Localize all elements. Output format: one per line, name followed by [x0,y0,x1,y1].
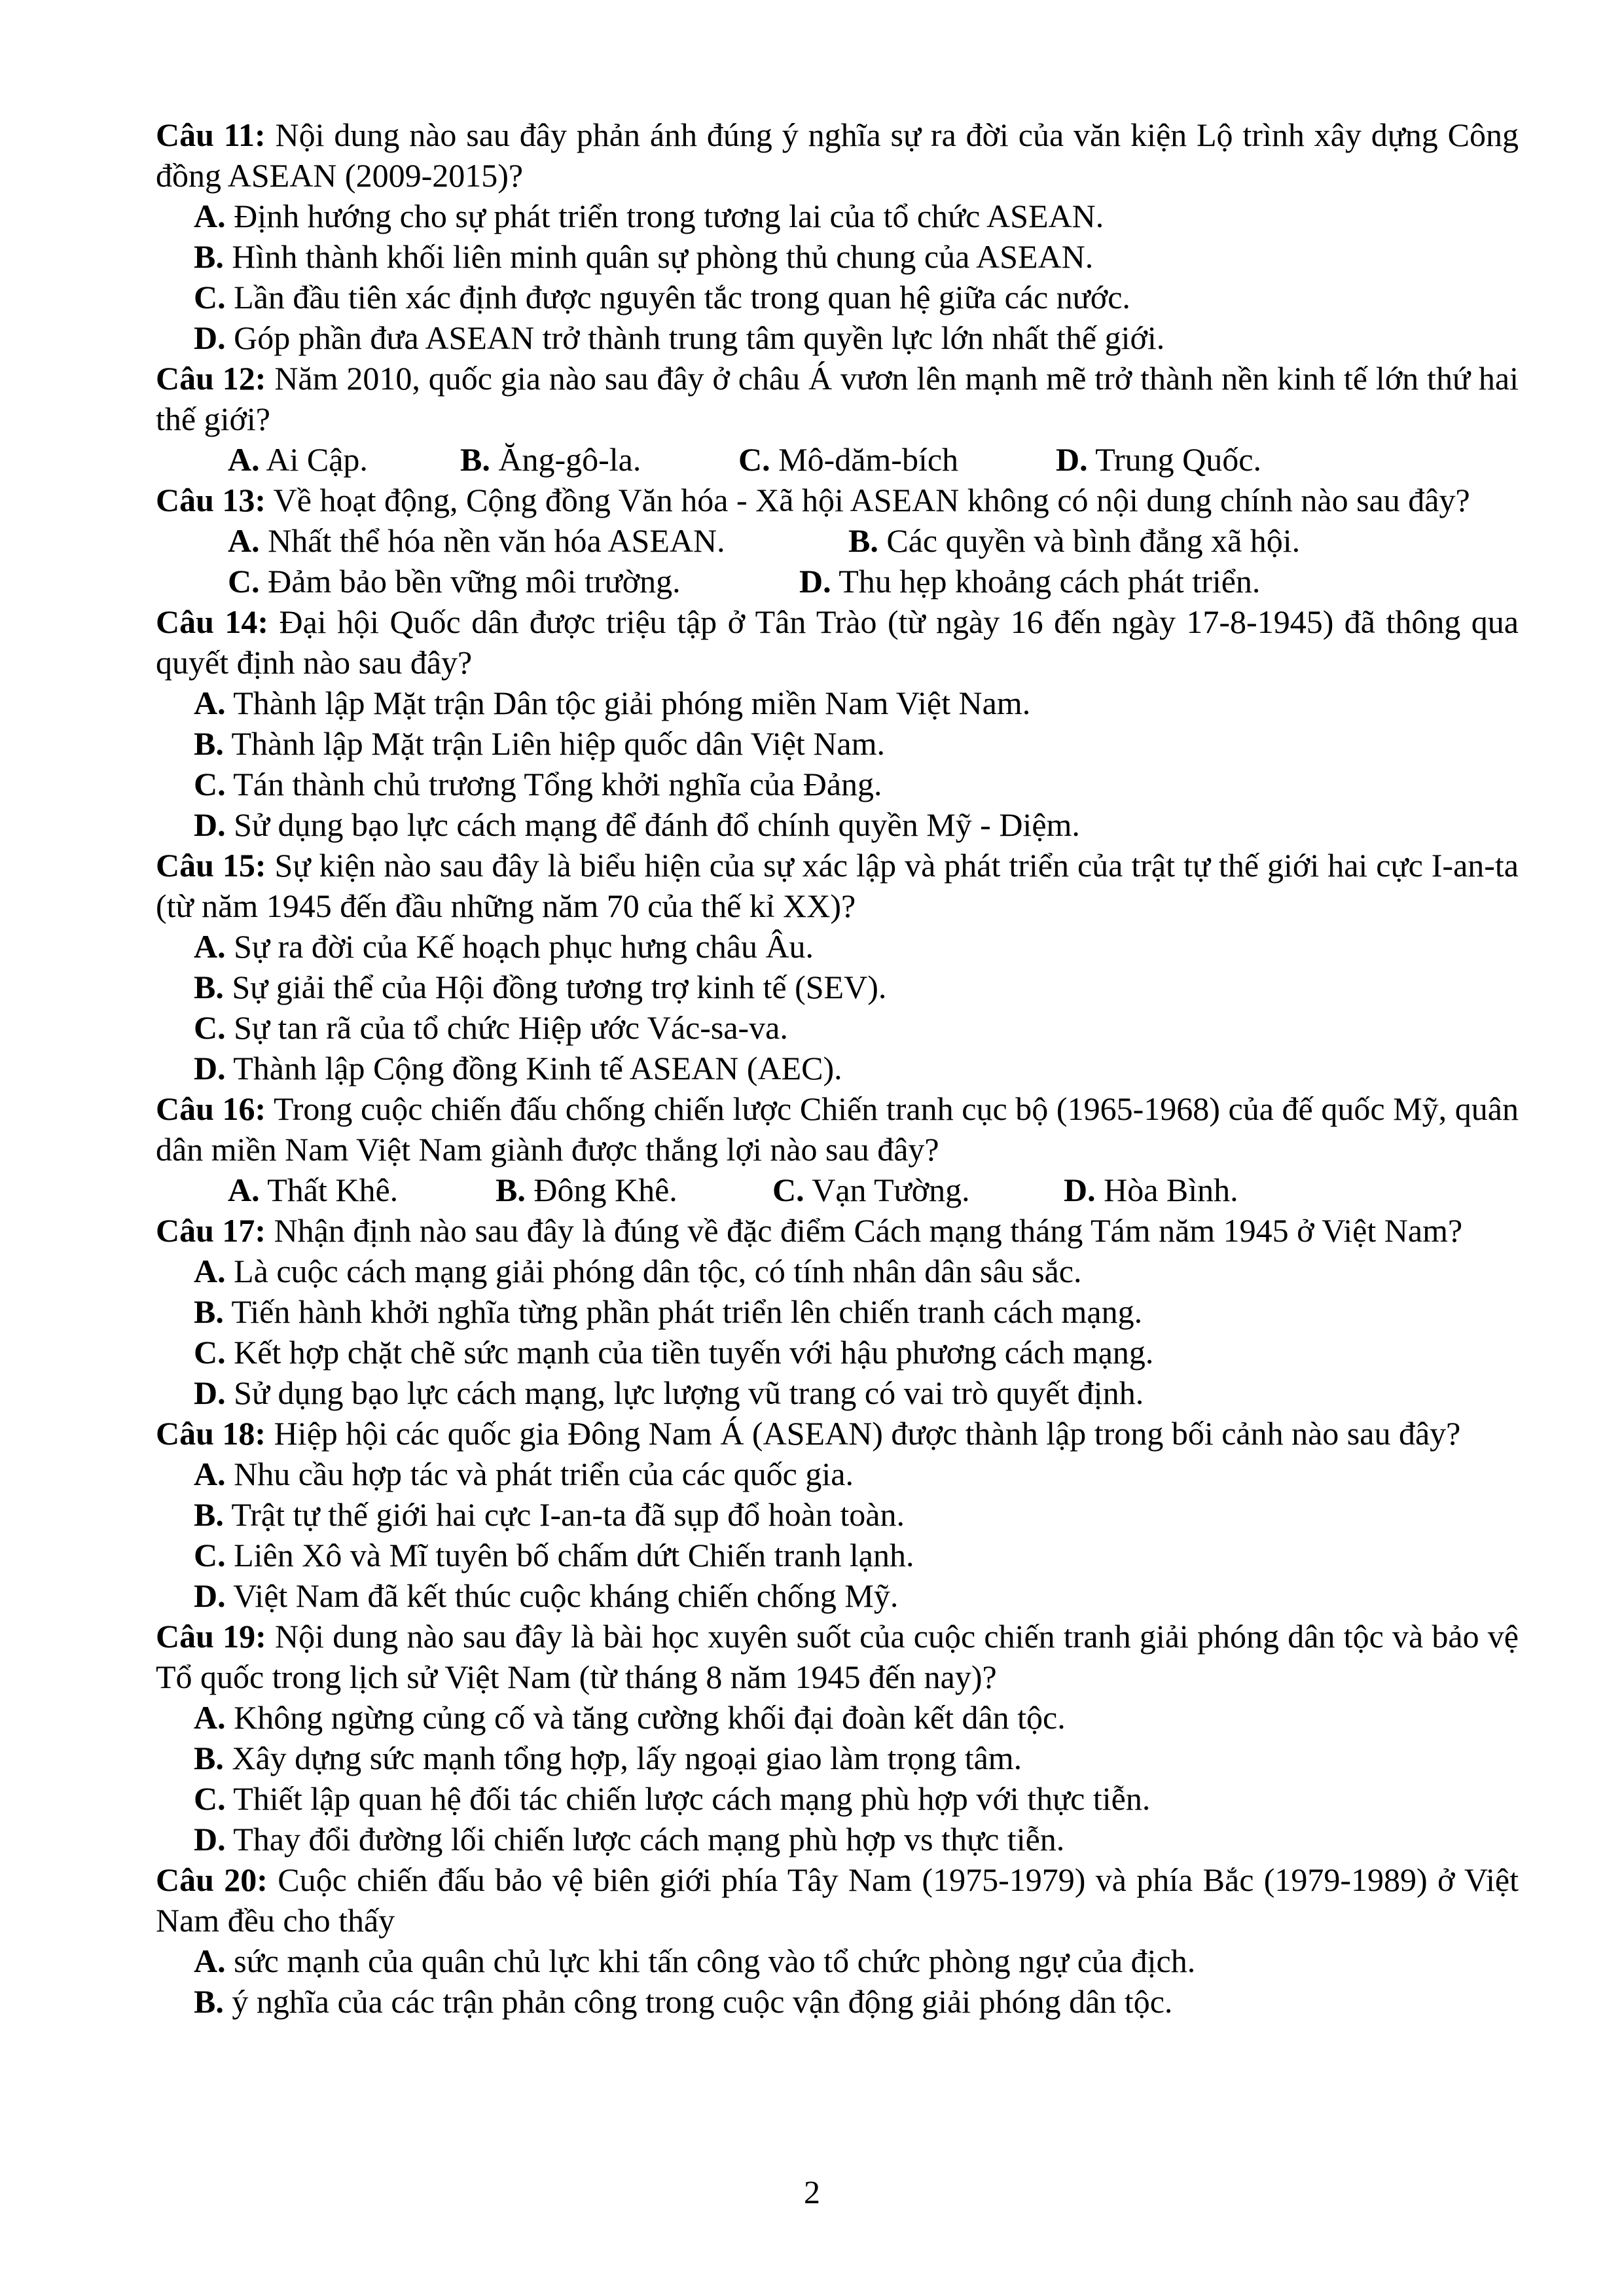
option-text: Thành lập Cộng đồng Kinh tế ASEAN (AEC). [225,1050,842,1086]
option-a [156,926,1519,967]
option-letter: D. [1056,441,1088,478]
option-c [156,1778,1519,1819]
option-text: Nhu cầu hợp tác và phát triển của các quốc gia. [225,1456,854,1492]
option-c [156,1007,1519,1048]
question-17 [156,1210,1519,1413]
question-text: Nội dung nào sau đây là bài học xuyên suốt của cuộc chiến tranh giải phóng dân tộc và bảo vệ Tổ quốc trong lịch sử Việt Nam (từ tháng 8 năm 1945 đến nay)? [156,1618,1519,1695]
option-d [156,804,1519,845]
option-a [156,1941,1519,1981]
question-18 [156,1413,1519,1616]
option-text: Vạn Tường. [804,1172,970,1208]
option-letter: A. [194,1456,226,1492]
question-stem [156,1413,1519,1454]
option-a [156,1454,1519,1494]
option-letter: D. [194,1821,226,1857]
option-letter: C. [228,563,260,600]
option-text: Đông Khê. [525,1172,677,1208]
option-b [496,1170,772,1210]
option-text: Nhất thể hóa nền văn hóa ASEAN. [259,522,725,559]
option-b [156,236,1519,277]
option-c [156,277,1519,317]
option-text: Trật tự thế giới hai cực I-an-ta đã sụp đổ hoàn toàn. [223,1496,905,1533]
question-text: Trong cuộc chiến đấu chống chiến lược Chiến tranh cục bộ (1965-1968) của đế quốc Mỹ, quân dân miền Nam Việt Nam giành được thắng lợi nào sau đây? [156,1090,1519,1168]
option-b [848,520,1300,561]
option-letter: A. [194,685,226,721]
question-stem [156,601,1519,683]
option-letter: B. [194,725,224,762]
question-label: Câu 20: [156,1861,268,1898]
option-text: Liên Xô và Mĩ tuyên bố chấm dứt Chiến tranh lạnh. [225,1537,914,1573]
question-20 [156,1859,1519,2022]
question-text: Về hoạt động, Cộng đồng Văn hóa - Xã hội ASEAN không có nội dung chính nào sau đây? [266,482,1470,518]
option-letter: B. [848,522,878,559]
option-letter: C. [194,1537,226,1573]
option-b [156,967,1519,1007]
option-d [156,1048,1519,1088]
option-letter: C. [194,1334,226,1371]
option-text: sức mạnh của quân chủ lực khi tấn công vào tổ chức phòng ngự của địch. [225,1943,1196,1979]
option-text: Không ngừng củng cố và tăng cường khối đại đoàn kết dân tộc. [225,1699,1066,1736]
option-text: Xây dựng sức mạnh tổng hợp, lấy ngoại giao làm trọng tâm. [223,1740,1022,1776]
option-d [1056,439,1261,480]
option-letter: D. [194,1577,226,1614]
option-b [156,1494,1519,1535]
option-text: ý nghĩa của các trận phản công trong cuộc vận động giải phóng dân tộc. [223,1983,1173,2020]
question-label: Câu 14: [156,603,269,640]
option-row [156,439,1519,480]
option-text: Trung Quốc. [1087,441,1261,478]
option-b [156,1291,1519,1332]
question-list [156,115,1519,2022]
option-text: Các quyền và bình đẳng xã hội. [878,522,1301,559]
option-b [460,439,738,480]
option-letter: A. [194,198,226,234]
question-14 [156,601,1519,845]
question-stem [156,115,1519,196]
option-letter: C. [194,1009,226,1046]
question-stem [156,480,1519,520]
question-label: Câu 15: [156,847,266,884]
option-text: Đảm bảo bền vững môi trường. [259,563,681,600]
option-d [1064,1170,1238,1210]
question-label: Câu 12: [156,360,266,397]
option-row [156,561,1519,601]
option-text: Thay đổi đường lối chiến lược cách mạng phù hợp vs thực tiễn. [225,1821,1065,1857]
option-c [228,561,799,601]
question-label: Câu 11: [156,117,266,153]
option-b [156,723,1519,764]
option-c [156,764,1519,804]
question-text: Năm 2010, quốc gia nào sau đây ở châu Á vươn lên mạnh mẽ trở thành nền kinh tế lớn thứ hai thế giới? [156,360,1519,437]
option-letter: B. [194,1293,224,1330]
option-letter: B. [194,1740,224,1776]
option-letter: A. [228,522,260,559]
option-text: Sử dụng bạo lực cách mạng để đánh đổ chính quyền Mỹ - Diệm. [225,806,1080,843]
option-letter: C. [194,766,226,802]
option-a [156,196,1519,236]
option-letter: D. [1064,1172,1096,1208]
option-letter: C. [194,1780,226,1817]
option-a [156,683,1519,723]
question-text: Nhận định nào sau đây là đúng về đặc điểm Cách mạng tháng Tám năm 1945 ở Việt Nam? [266,1212,1463,1249]
option-letter: B. [194,1983,224,2020]
question-12 [156,358,1519,480]
option-text: Thành lập Mặt trận Dân tộc giải phóng miền Nam Việt Nam. [225,685,1031,721]
option-letter: D. [799,563,831,600]
option-text: Ai Cập. [259,441,368,478]
question-11 [156,115,1519,358]
option-letter: C. [738,441,770,478]
question-13 [156,480,1519,601]
option-c [738,439,1056,480]
option-letter: B. [496,1172,526,1208]
option-text: Thất Khê. [259,1172,399,1208]
option-c [156,1535,1519,1575]
question-label: Câu 18: [156,1415,266,1452]
option-d [156,1372,1519,1413]
option-letter: A. [194,928,226,965]
option-a [156,1697,1519,1738]
option-text: Lần đầu tiên xác định được nguyên tắc trong quan hệ giữa các nước. [225,279,1130,315]
option-text: Thiết lập quan hệ đối tác chiến lược cách mạng phù hợp với thực tiễn. [225,1780,1151,1817]
option-c [156,1332,1519,1372]
question-label: Câu 13: [156,482,266,518]
question-text: Hiệp hội các quốc gia Đông Nam Á (ASEAN) được thành lập trong bối cảnh nào sau đây? [266,1415,1461,1452]
option-text: Là cuộc cách mạng giải phóng dân tộc, có tính nhân dân sâu sắc. [225,1253,1082,1289]
option-letter: A. [194,1699,226,1736]
option-a [228,520,848,561]
option-letter: C. [772,1172,804,1208]
option-c [772,1170,1064,1210]
option-letter: B. [194,969,224,1005]
option-text: Việt Nam đã kết thúc cuộc kháng chiến chống Mỹ. [225,1577,899,1614]
option-text: Sự ra đời của Kế hoạch phục hưng châu Âu. [225,928,814,965]
option-text: Tán thành chủ trương Tổng khởi nghĩa của Đảng. [225,766,882,802]
option-b [156,1981,1519,2022]
question-stem [156,845,1519,926]
option-text: Thành lập Mặt trận Liên hiệp quốc dân Việt Nam. [223,725,886,762]
option-a [228,439,460,480]
option-letter: D. [194,319,226,356]
option-text: Hòa Bình. [1095,1172,1238,1208]
question-stem [156,358,1519,439]
option-d [799,561,1260,601]
option-text: Mô-dăm-bích [770,441,959,478]
option-text: Sự tan rã của tổ chức Hiệp ước Vác-sa-va. [225,1009,788,1046]
option-text: Tiến hành khởi nghĩa từng phần phát triển lên chiến tranh cách mạng. [223,1293,1143,1330]
option-text: Sử dụng bạo lực cách mạng, lực lượng vũ trang có vai trò quyết định. [225,1374,1144,1411]
option-letter: D. [194,1374,226,1411]
question-stem [156,1859,1519,1941]
option-text: Thu hẹp khoảng cách phát triển. [831,563,1261,600]
question-label: Câu 16: [156,1090,266,1127]
option-letter: B. [194,1496,224,1533]
option-letter: C. [194,279,226,315]
option-row [156,1170,1519,1210]
option-text: Kết hợp chặt chẽ sức mạnh của tiền tuyến với hậu phương cách mạng. [225,1334,1154,1371]
option-letter: A. [194,1253,226,1289]
option-text: Hình thành khối liên minh quân sự phòng thủ chung của ASEAN. [223,238,1094,275]
question-text: Cuộc chiến đấu bảo vệ biên giới phía Tây Nam (1975-1979) và phía Bắc (1979-1989) ở Việt Nam đều cho thấy [156,1861,1519,1939]
question-text: Đại hội Quốc dân được triệu tập ở Tân Trào (từ ngày 16 đến ngày 17-8-1945) đã thông qua quyết định nào sau đây? [156,603,1519,681]
option-b [156,1738,1519,1778]
option-text: Góp phần đưa ASEAN trở thành trung tâm quyền lực lớn nhất thế giới. [225,319,1165,356]
question-label: Câu 17: [156,1212,266,1249]
option-a [156,1251,1519,1291]
question-text: Nội dung nào sau đây phản ánh đúng ý nghĩa sự ra đời của văn kiện Lộ trình xây dựng Công đồng ASEAN (2009-2015)? [156,117,1519,194]
question-stem [156,1210,1519,1251]
question-label: Câu 19: [156,1618,266,1655]
question-stem [156,1616,1519,1697]
option-letter: D. [194,806,226,843]
option-letter: D. [194,1050,226,1086]
question-16 [156,1088,1519,1210]
option-text: Ăng-gô-la. [490,441,641,478]
option-row [156,520,1519,561]
option-text: Sự giải thể của Hội đồng tương trợ kinh tế (SEV). [223,969,887,1005]
option-letter: B. [460,441,490,478]
option-letter: A. [228,1172,260,1208]
option-letter: A. [194,1943,226,1979]
question-stem [156,1088,1519,1170]
question-15 [156,845,1519,1088]
question-text: Sự kiện nào sau đây là biểu hiện của sự xác lập và phát triển của trật tự thế giới hai cực I-an-ta (từ năm 1945 đến đầu những năm 70 của thế kỉ XX)? [156,847,1519,924]
question-19 [156,1616,1519,1859]
option-d [156,1819,1519,1859]
option-text: Định hướng cho sự phát triển trong tương lai của tổ chức ASEAN. [225,198,1104,234]
option-d [156,317,1519,358]
option-letter: B. [194,238,224,275]
option-letter: A. [228,441,260,478]
option-d [156,1575,1519,1616]
option-a [228,1170,496,1210]
page-number: 2 [804,2174,820,2210]
